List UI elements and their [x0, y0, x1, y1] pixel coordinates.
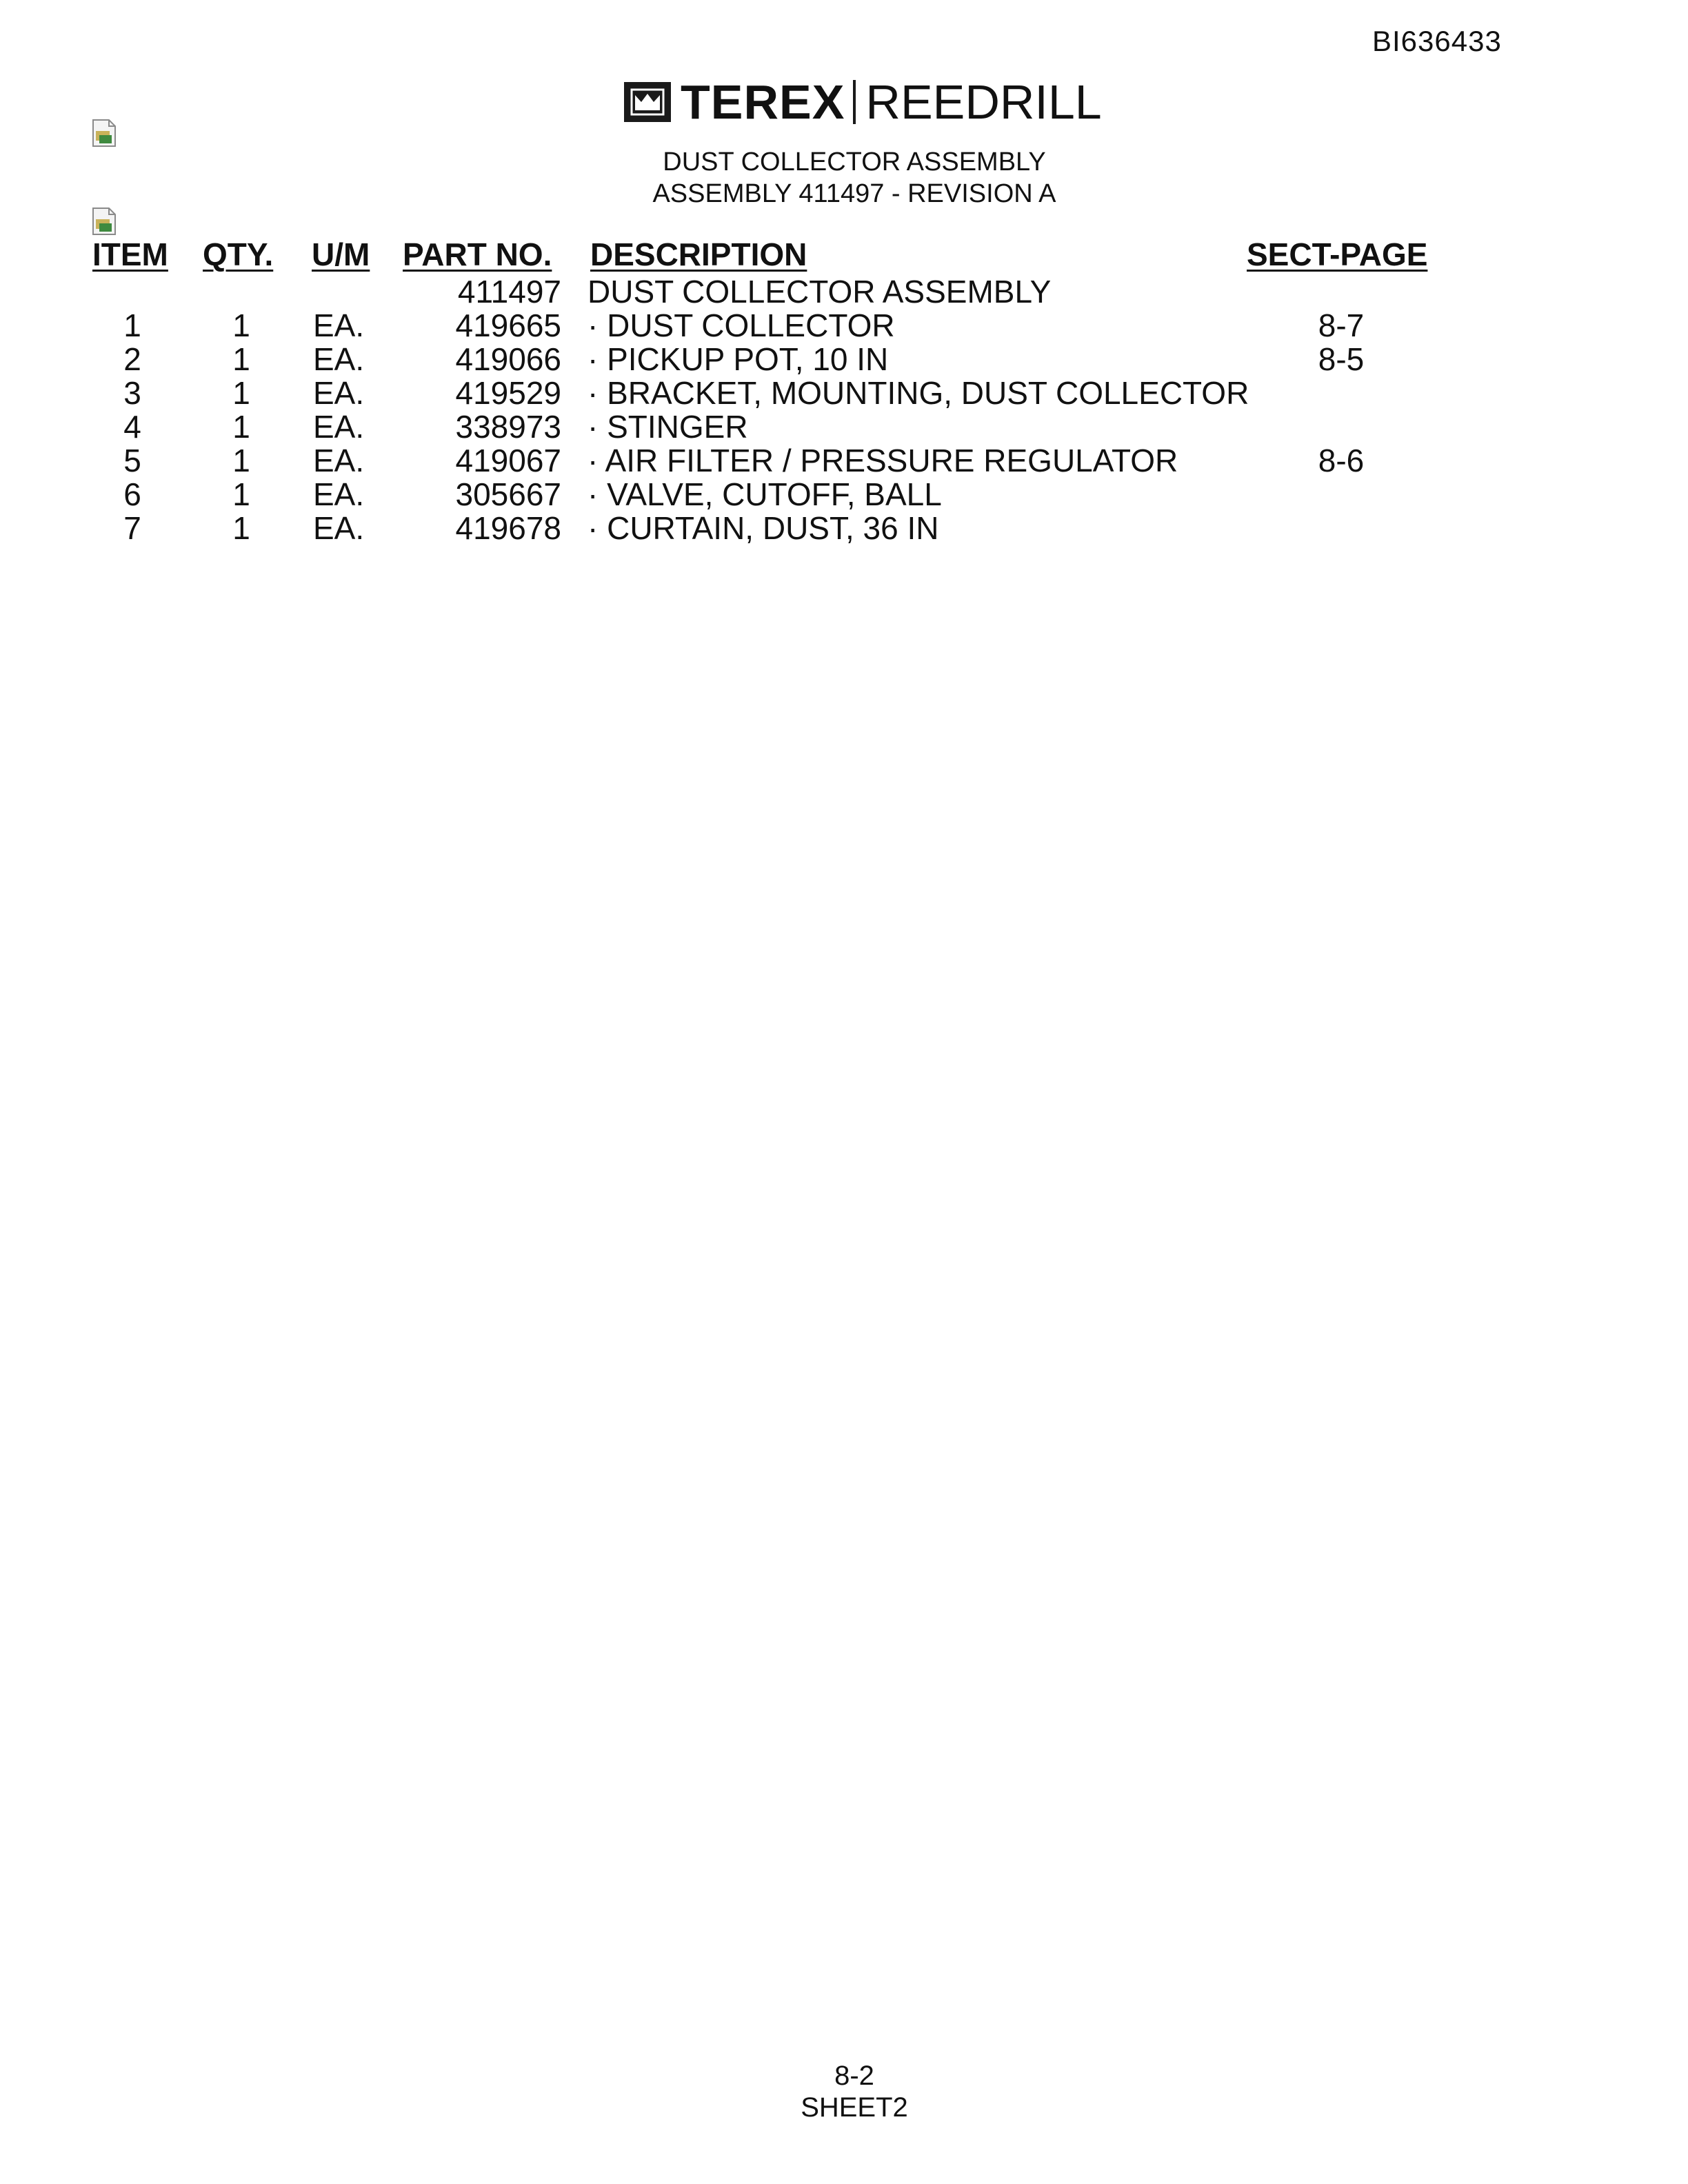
- description-cell: · PICKUP POT, 10 IN: [587, 341, 889, 377]
- um-cell: EA.: [313, 409, 365, 445]
- um-cell: EA.: [313, 510, 365, 546]
- qty-cell: 1: [232, 443, 250, 478]
- um-cell: EA.: [313, 443, 365, 478]
- brand-logo: [624, 74, 1102, 130]
- qty-cell: 1: [232, 307, 250, 343]
- part-no-cell: 338973: [455, 409, 561, 445]
- brand-subname: REEDRILL: [865, 75, 1102, 129]
- um-cell: EA.: [313, 307, 365, 343]
- description-cell: DUST COLLECTOR ASSEMBLY: [587, 274, 1052, 310]
- page-number: 8-2: [834, 2061, 874, 2091]
- item-cell: 6: [123, 476, 141, 512]
- title-line-2: ASSEMBLY 411497 - REVISION A: [652, 179, 1056, 208]
- qty-cell: 1: [232, 375, 250, 411]
- qty-cell: 1: [232, 510, 250, 546]
- description-cell: · BRACKET, MOUNTING, DUST COLLECTOR: [587, 375, 1249, 411]
- sect-page-link[interactable]: 8-6: [1318, 443, 1365, 478]
- item-cell: 3: [123, 375, 141, 411]
- page-footer: [0, 2060, 1688, 2123]
- table-row: [0, 307, 1688, 343]
- brand-divider: [853, 80, 856, 124]
- sheet-label: SHEET2: [801, 2092, 908, 2123]
- description-cell: · AIR FILTER / PRESSURE REGULATOR: [587, 443, 1178, 478]
- table-row: [0, 374, 1688, 411]
- um-cell: EA.: [313, 476, 365, 512]
- qty-cell: 1: [232, 409, 250, 445]
- part-no-cell: 411497: [457, 274, 561, 310]
- header-qty: QTY.: [203, 236, 274, 272]
- qty-cell: 1: [232, 476, 250, 512]
- item-cell: 1: [123, 307, 141, 343]
- part-no-cell: 419678: [455, 510, 561, 546]
- table-row: [0, 341, 1688, 377]
- part-no-cell: 419529: [455, 375, 561, 411]
- part-no-cell: 419665: [455, 307, 561, 343]
- table-row: [0, 408, 1688, 445]
- table-row: [0, 273, 1688, 310]
- sect-page-link[interactable]: 8-5: [1318, 341, 1365, 377]
- item-cell: 4: [123, 409, 141, 445]
- title-line-1: DUST COLLECTOR ASSEMBLY: [663, 148, 1046, 176]
- table-row: [0, 476, 1688, 512]
- header-part-no: PART NO.: [403, 236, 552, 272]
- description-cell: · VALVE, CUTOFF, BALL: [587, 476, 942, 512]
- table-row: [0, 442, 1688, 478]
- item-cell: 2: [123, 341, 141, 377]
- document-link-icon[interactable]: [91, 207, 117, 236]
- description-cell: · STINGER: [587, 409, 748, 445]
- header-sect-page: SECT-PAGE: [1247, 236, 1428, 272]
- qty-cell: 1: [232, 341, 250, 377]
- document-id: BI636433: [1372, 25, 1502, 57]
- sect-page-link[interactable]: 8-7: [1318, 307, 1365, 343]
- table-row: [0, 509, 1688, 546]
- part-no-cell: 419067: [455, 443, 561, 478]
- assembly-title: [0, 146, 1688, 210]
- header-um: U/M: [312, 236, 370, 272]
- header-description: DESCRIPTION: [590, 236, 807, 272]
- terex-crown-icon: [624, 82, 671, 122]
- part-no-cell: 305667: [455, 476, 561, 512]
- header-item: ITEM: [92, 236, 168, 272]
- part-no-cell: 419066: [455, 341, 561, 377]
- document-link-icon[interactable]: [91, 119, 117, 148]
- description-cell: · CURTAIN, DUST, 36 IN: [587, 510, 939, 546]
- brand-name: TEREX: [681, 75, 845, 129]
- item-cell: 5: [123, 443, 141, 478]
- description-cell: · DUST COLLECTOR: [587, 307, 895, 343]
- um-cell: EA.: [313, 375, 365, 411]
- item-cell: 7: [123, 510, 141, 546]
- um-cell: EA.: [313, 341, 365, 377]
